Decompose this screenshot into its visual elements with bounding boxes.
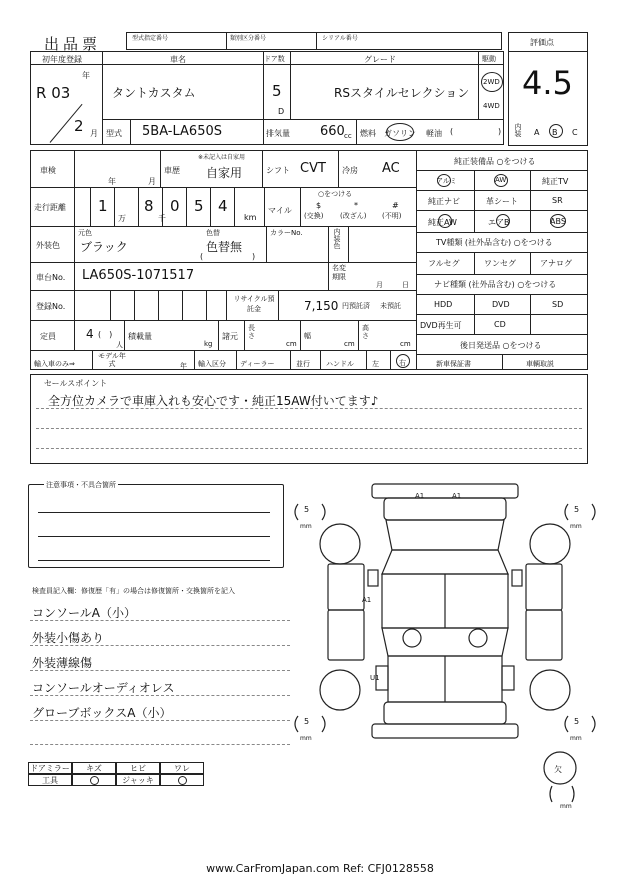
footer-reference: www.CarFromJapan.com Ref: CFJ0128558 (206, 862, 434, 875)
drive-label: 駆動 (482, 55, 496, 63)
tread-front-left: 5 (304, 505, 310, 514)
import-dealer: ディーラー (240, 360, 275, 368)
mileage-digit-3: 0 (170, 197, 180, 215)
damage-mark-rear-lamp: U1 (370, 674, 380, 682)
note-item-2: 外装小傷あり (32, 631, 105, 645)
equip-genuine-navi: 純正ナビ (428, 197, 460, 206)
first-registration-year: R 03 (36, 84, 71, 102)
navi-dvd: DVD (492, 300, 510, 309)
grade-value: RSスタイルセレクション (334, 86, 470, 100)
mile-label: マイル (268, 206, 292, 215)
length-unit: cm (286, 340, 297, 348)
interior-b-circled: B (552, 128, 558, 137)
legend-tools-status (72, 774, 116, 786)
navi-hdd: HDD (434, 300, 453, 309)
mileage-exchange-label: (交換) (304, 212, 324, 220)
displacement-label: 排気量 (266, 129, 290, 138)
mileage-altered-mark: * (354, 201, 358, 210)
displacement-value: 660 (320, 124, 345, 139)
fuel-gasoline-circled: ガソリン (384, 129, 416, 138)
car-name-label: 車名 (170, 55, 186, 64)
sales-point-box (30, 374, 588, 464)
damage-mark-front-1: A1 (415, 492, 425, 500)
import-parallel: 並行 (296, 360, 310, 368)
legend-break: ワレ (160, 762, 204, 774)
equip-leather-seat: 革シート (486, 197, 518, 206)
legend-scratch: キズ (72, 762, 116, 774)
navi-sd: SD (552, 300, 564, 309)
equip-alumi-circled: アルミ (436, 177, 457, 185)
door-type: D (278, 107, 285, 116)
tv-analog: アナログ (540, 259, 572, 268)
load-label: 積載量 (128, 332, 152, 341)
chassis-value: LA650S-1071517 (82, 268, 195, 283)
name-change-label: 名変期限 (332, 264, 346, 281)
mileage-unknown-label: (不明) (382, 212, 402, 220)
model-label: 型式 (106, 129, 122, 138)
mileage-altered-label: (改ざん) (340, 212, 367, 220)
usage-value: 自家用 (206, 166, 243, 180)
man-unit: 万 (118, 214, 126, 223)
handle-label: ハンドル (326, 360, 354, 368)
later-shipment-title: 後日発送品 ○をつける (460, 341, 542, 350)
capacity-value: 4 (86, 327, 94, 341)
tread-rear-left: 5 (304, 717, 310, 726)
import-class-label: 輸入区分 (198, 360, 226, 368)
color-change-label: 色替 (206, 229, 220, 237)
sales-point-label: セールスポイント (44, 379, 108, 388)
ac-label: 冷房 (342, 166, 358, 175)
exterior-color-label: 外装色 (36, 241, 60, 250)
height-label: 高さ (362, 324, 369, 340)
cc-unit: cc (344, 132, 352, 140)
navi-cd: CD (494, 320, 506, 329)
shaken-year-unit: 年 (108, 177, 116, 186)
navi-type-title: ナビ種類 (社外品含む) ○をつける (434, 280, 557, 289)
drive-4wd: 4WD (483, 102, 500, 110)
mileage-exchange-mark: $ (316, 201, 322, 210)
mm-front-left: mm (300, 523, 312, 530)
drive-2wd-circled: 2WD (483, 78, 500, 86)
equip-airbag-circled: エアB (488, 218, 510, 227)
score-label: 評価点 (530, 38, 554, 47)
serial-number-label: シリアル番号 (322, 35, 358, 42)
mm-spare: mm (560, 803, 572, 810)
year-unit: 年 (82, 71, 90, 80)
later-new-car-warranty: 新車保証書 (436, 360, 471, 368)
score-value: 4.5 (522, 64, 573, 102)
km-unit: km (244, 213, 257, 222)
navi-dvd-playable: DVD再生可 (420, 321, 462, 330)
sales-point-text: 全方位カメラで車庫入れも安心です・純正15AW付いてます♪ (48, 394, 379, 408)
width-unit: cm (344, 340, 355, 348)
mileage-digit-4: 5 (194, 197, 204, 215)
mileage-unknown-mark: # (392, 201, 399, 210)
handle-right-circled: 右 (399, 359, 406, 367)
height-unit: cm (400, 340, 411, 348)
inspector-label: 検査員記入欄：修復歴「有」の場合は修復箇所・交換箇所を記入 (32, 587, 235, 595)
width-label: 幅 (304, 332, 311, 340)
fuel-diesel: 軽油 (426, 129, 442, 138)
capacity-unit: 人 (116, 341, 123, 349)
sheet-title: 出品票 (44, 35, 102, 53)
interior-color-label: 内装色 (333, 228, 341, 249)
recycle-amount: 7,150 (304, 299, 339, 313)
import-only-label: 輸入車のみ⇒ (34, 360, 75, 368)
mm-rear-left: mm (300, 735, 312, 742)
shaken-month-unit: 月 (148, 177, 156, 186)
color-change-value: 色替無 (206, 240, 243, 254)
model-year-unit: 年 (180, 362, 187, 370)
handle-left: 左 (372, 360, 379, 368)
equip-genuine-aw-circled: 純正AW (428, 218, 457, 227)
color-number-label: カラーNo. (270, 229, 303, 237)
legend-door-mirror: ドアミラー (28, 762, 72, 774)
type-designation-label: 型式指定番号 (132, 35, 169, 42)
equip-genuine-tv: 純正TV (542, 177, 569, 186)
capacity-label: 定員 (40, 332, 56, 341)
length-label: 長さ (248, 324, 255, 340)
tv-oneseg: ワンセグ (484, 259, 516, 268)
mileage-digit-1: 1 (98, 197, 108, 215)
id-number-strip (126, 32, 502, 50)
car-name-value: タントカスタム (112, 86, 196, 100)
damage-mark-front-2: A1 (452, 492, 462, 500)
equip-abs-circled: ABS (550, 217, 566, 226)
month-unit: 月 (90, 129, 98, 138)
equip-aw-circled: AW (495, 176, 507, 184)
shift-label: シフト (266, 166, 290, 175)
interior-c: C (572, 128, 578, 137)
tv-type-title: TV種類 (社外品含む) ○をつける (436, 238, 553, 247)
note-item-4: コンソールオーディオレス (32, 681, 175, 695)
dimensions-label: 諸元 (222, 332, 238, 341)
interior-label: 内装 (514, 123, 522, 137)
model-value: 5BA-LA650S (142, 124, 222, 139)
shift-value: CVT (300, 161, 326, 176)
recycle-label: リサイクル預託金 (233, 295, 275, 313)
note-item-1: コンソールA（小） (32, 606, 136, 620)
name-change-month: 月 (376, 281, 383, 289)
mileage-digit-5: 4 (218, 197, 228, 215)
mileage-circle-note: ○をつける (318, 190, 353, 198)
legend-jack: ジャッキ (116, 774, 160, 786)
first-registration-label: 初年度登録 (42, 55, 82, 64)
mileage-digit-2: 8 (144, 197, 154, 215)
legend-crack: ヒビ (116, 762, 160, 774)
interior-a: A (534, 128, 540, 137)
genuine-equipment-title: 純正装備品 ○をつける (454, 157, 536, 166)
private-note: ※未記入は自家用 (198, 154, 246, 161)
damage-mark-left-door: A1 (362, 596, 372, 604)
first-registration-month: 2 (74, 117, 84, 135)
tv-fullseg: フルセグ (428, 259, 460, 268)
caution-label: 注意事項・不具合箇所 (46, 481, 116, 489)
ac-value: AC (382, 161, 400, 176)
mileage-label: 走行距離 (34, 203, 66, 212)
mm-front-right: mm (570, 523, 582, 530)
car-condition-diagram (290, 478, 600, 818)
original-color-value: ブラック (80, 240, 128, 254)
door-count-value: 5 (272, 82, 282, 100)
legend-jack-status (160, 774, 204, 786)
sen-unit: 千 (158, 214, 166, 223)
spare-missing-mark: 欠 (554, 765, 562, 774)
registration-label: 登録No. (36, 302, 66, 311)
recycle-deposited: 円預託済 (342, 302, 370, 310)
note-item-3: 外装薄線傷 (32, 656, 93, 670)
legend-tools: 工具 (28, 774, 72, 786)
tread-rear-right: 5 (574, 717, 580, 726)
mm-rear-right: mm (570, 735, 582, 742)
shaken-label: 車検 (40, 166, 56, 175)
note-item-5: グローブボックスA（小） (32, 706, 172, 720)
tread-front-right: 5 (574, 505, 580, 514)
door-count-label: ドア数 (264, 55, 285, 63)
recycle-not-deposited: 未預託 (380, 302, 401, 310)
original-color-label: 元色 (78, 229, 92, 237)
equip-sunroof: SR (552, 196, 563, 205)
caution-box (28, 484, 284, 568)
grade-label: グレード (364, 55, 396, 64)
category-number-label: 類別区分番号 (230, 35, 267, 42)
chassis-label: 車台No. (36, 273, 66, 282)
model-year-label: モデル年式 (98, 352, 126, 368)
load-unit: kg (204, 340, 213, 348)
usage-label: 車歴 (164, 166, 180, 175)
fuel-label: 燃料 (360, 129, 376, 138)
later-manual: 車輌取説 (526, 360, 554, 368)
